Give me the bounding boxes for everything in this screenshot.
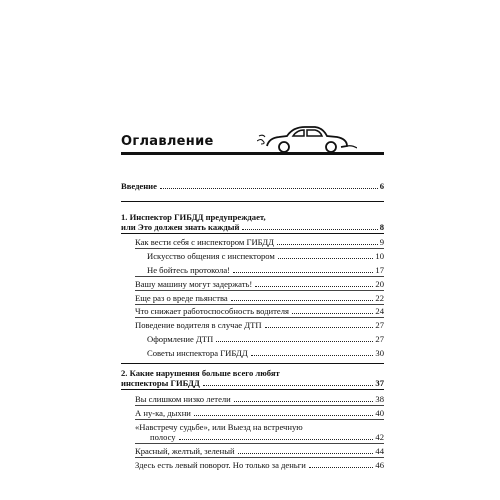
dot-leader xyxy=(265,327,374,328)
row-divider xyxy=(135,248,384,249)
toc-entry-label: А ну-ка, дыхни xyxy=(135,408,191,418)
toc-entry-label: Как вести себя с инспектором ГИБДД xyxy=(135,237,275,247)
toc-entry-label: Еще раз о вреде пьянства xyxy=(135,293,228,303)
toc-page-number: 42 xyxy=(375,432,384,442)
toc-entry-label: Не бойтесь протокола! xyxy=(147,265,231,275)
toc-entry-label: Здесь есть левый поворот. Но только за деньги xyxy=(135,460,306,470)
toc-entry-label: Вы слишком низко летели xyxy=(135,394,231,404)
toc-page-number: 37 xyxy=(375,378,384,388)
toc-page-number: 30 xyxy=(375,348,384,358)
toc-entry xyxy=(147,334,384,344)
dot-leader xyxy=(242,229,377,230)
toc-page-number: 22 xyxy=(375,293,384,303)
toc-page-number: 27 xyxy=(375,320,384,330)
dot-leader xyxy=(216,341,373,342)
toc-page-number: 17 xyxy=(375,265,384,275)
page-title: Оглавление xyxy=(121,134,214,149)
toc-entry-label-line1: «Навстречу судьбе», или Выезд на встречную xyxy=(135,422,303,432)
toc-entry-label: Что снижает работоспособность водителя xyxy=(135,306,289,316)
toc-entry-label: или Это должен знать каждый xyxy=(121,222,240,232)
dot-leader xyxy=(309,467,374,468)
toc-page-number: 8 xyxy=(379,222,384,232)
dot-leader xyxy=(278,258,374,259)
toc-entry xyxy=(135,394,384,404)
dot-leader xyxy=(203,385,374,386)
toc-page-number: 40 xyxy=(375,408,384,418)
toc-entry xyxy=(135,237,384,247)
dot-leader xyxy=(292,313,373,314)
dot-leader xyxy=(251,355,374,356)
toc-entry-label: Вашу машину могут задержать! xyxy=(135,279,253,289)
dot-leader xyxy=(277,244,378,245)
toc-entry xyxy=(135,320,384,330)
toc-entry xyxy=(135,293,384,303)
toc-entry-label: Искусство общения с инспектором xyxy=(147,251,275,261)
toc-page-number: 44 xyxy=(375,446,384,456)
row-divider xyxy=(135,457,384,458)
toc-page-number: 38 xyxy=(375,394,384,404)
chapter-2-title-line1: 2. Какие нарушения больше всего любят xyxy=(121,368,280,378)
dot-leader xyxy=(194,415,373,416)
toc-entry-chapter-1 xyxy=(121,222,384,232)
toc-page-number: 10 xyxy=(375,251,384,261)
row-divider xyxy=(135,304,384,305)
row-divider xyxy=(135,443,384,444)
toc-entry xyxy=(147,265,384,275)
toc-entry-label: Введение xyxy=(121,181,157,191)
title-rule xyxy=(121,152,384,155)
toc-page-number: 24 xyxy=(375,306,384,316)
toc-entry xyxy=(135,306,384,316)
toc-entry-label: Советы инспектора ГИБДД xyxy=(147,348,248,358)
car-icon xyxy=(257,124,357,154)
section-divider xyxy=(121,363,384,364)
toc-page-number: 20 xyxy=(375,279,384,289)
dot-leader xyxy=(160,188,378,189)
dot-leader xyxy=(233,272,373,273)
toc-entry-chapter-2 xyxy=(121,378,384,388)
toc-entry-label: Поведение водителя в случае ДТП xyxy=(135,320,262,330)
toc-entry xyxy=(147,348,384,358)
toc-entry-label: полосу xyxy=(150,432,176,442)
toc-entry-label: инспекторы ГИБДД xyxy=(121,378,200,388)
toc-entry xyxy=(147,251,384,261)
dot-leader xyxy=(231,300,374,301)
dot-leader xyxy=(238,453,374,454)
dot-leader xyxy=(179,439,374,440)
chapter-1-title-line1: 1. Инспектор ГИБДД предупреждает, xyxy=(121,212,266,222)
row-divider xyxy=(135,317,384,318)
section-divider xyxy=(121,233,384,234)
toc-entry xyxy=(150,432,384,442)
row-divider xyxy=(135,419,384,420)
toc-entry xyxy=(135,279,384,289)
toc-entry xyxy=(135,408,384,418)
row-divider xyxy=(135,290,384,291)
dot-leader xyxy=(234,401,374,402)
row-divider xyxy=(135,276,384,277)
toc-page-number: 46 xyxy=(375,460,384,470)
toc-page-number: 9 xyxy=(379,237,384,247)
toc-header xyxy=(121,124,384,164)
section-divider xyxy=(121,201,384,202)
toc-page-number: 6 xyxy=(379,181,384,191)
toc-entry-label: Оформление ДТП xyxy=(147,334,214,344)
toc-entry-label: Красный, желтый, зеленый xyxy=(135,446,235,456)
toc-entry xyxy=(135,460,384,470)
toc-entry xyxy=(135,446,384,456)
toc-page-number: 27 xyxy=(375,334,384,344)
section-divider xyxy=(121,389,384,390)
toc-entry-intro xyxy=(121,181,384,191)
row-divider xyxy=(135,405,384,406)
dot-leader xyxy=(255,286,373,287)
